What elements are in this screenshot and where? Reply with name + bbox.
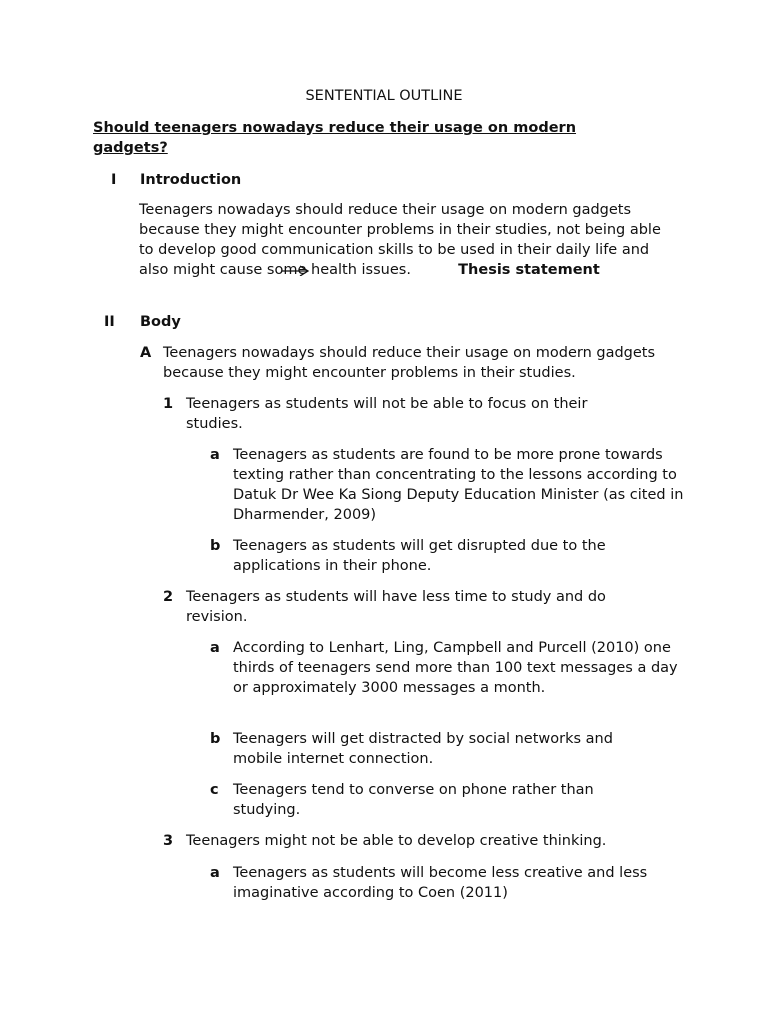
point-text: Teenagers as students will get disrupted due to the applications in their phone. bbox=[233, 538, 606, 574]
point-text: Teenagers will get distracted by social networks and mobile internet connection. bbox=[233, 731, 613, 767]
document-title: SENTENTIAL OUTLINE bbox=[305, 88, 463, 104]
point-label: 1 bbox=[163, 396, 174, 412]
point-label: b bbox=[210, 731, 221, 747]
point-text: Teenagers as students will become less creative and less imaginative according to Coen (2011) bbox=[233, 865, 648, 901]
point-text: Teenagers nowadays should reduce their usage on modern gadgets because they might encounter problems in their studies. bbox=[163, 345, 656, 381]
point-text: Teenagers tend to converse on phone rather than studying. bbox=[233, 782, 594, 818]
point-text: According to Lenhart, Ling, Campbell and Purcell (2010) one thirds of teenagers send more than 100 text messages a day or approximately 3000 messages a month. bbox=[233, 640, 678, 696]
thesis-label: Thesis statement bbox=[458, 262, 600, 278]
intro-text: Teenagers nowadays should reduce their usage on modern gadgets because they might encounter problems in their studies, not being able to develop good communication skills to be used in their daily life and also might cause some health issues. bbox=[139, 202, 661, 278]
point-label: c bbox=[210, 782, 219, 798]
section-numeral-body: II bbox=[104, 314, 115, 330]
point-label: A bbox=[140, 345, 152, 361]
point-text: Teenagers as students are found to be more prone towards texting rather than concentrating to the lessons according to Datuk Dr Wee Ka Siong Deputy Education Minister (as cited in Dharmender, 2009) bbox=[233, 447, 684, 523]
point-label: b bbox=[210, 538, 221, 554]
intro-paragraph bbox=[139, 200, 679, 280]
thesis-arrow-icon bbox=[280, 262, 312, 276]
point-text: Teenagers as students will not be able to focus on their studies. bbox=[186, 396, 588, 432]
section-heading-intro: Introduction bbox=[140, 172, 242, 188]
point-label: 3 bbox=[163, 833, 174, 849]
point-label: a bbox=[210, 640, 220, 656]
section-heading-body: Body bbox=[140, 314, 181, 330]
point-label: 2 bbox=[163, 589, 174, 605]
point-label: a bbox=[210, 865, 220, 881]
point-text: Teenagers as students will have less time to study and do revision. bbox=[186, 589, 606, 625]
outline-question: Should teenagers nowadays reduce their usage on modern gadgets? bbox=[93, 120, 577, 156]
point-label: a bbox=[210, 447, 220, 463]
section-numeral-intro: I bbox=[111, 172, 117, 188]
point-text: Teenagers might not be able to develop creative thinking. bbox=[186, 833, 607, 849]
